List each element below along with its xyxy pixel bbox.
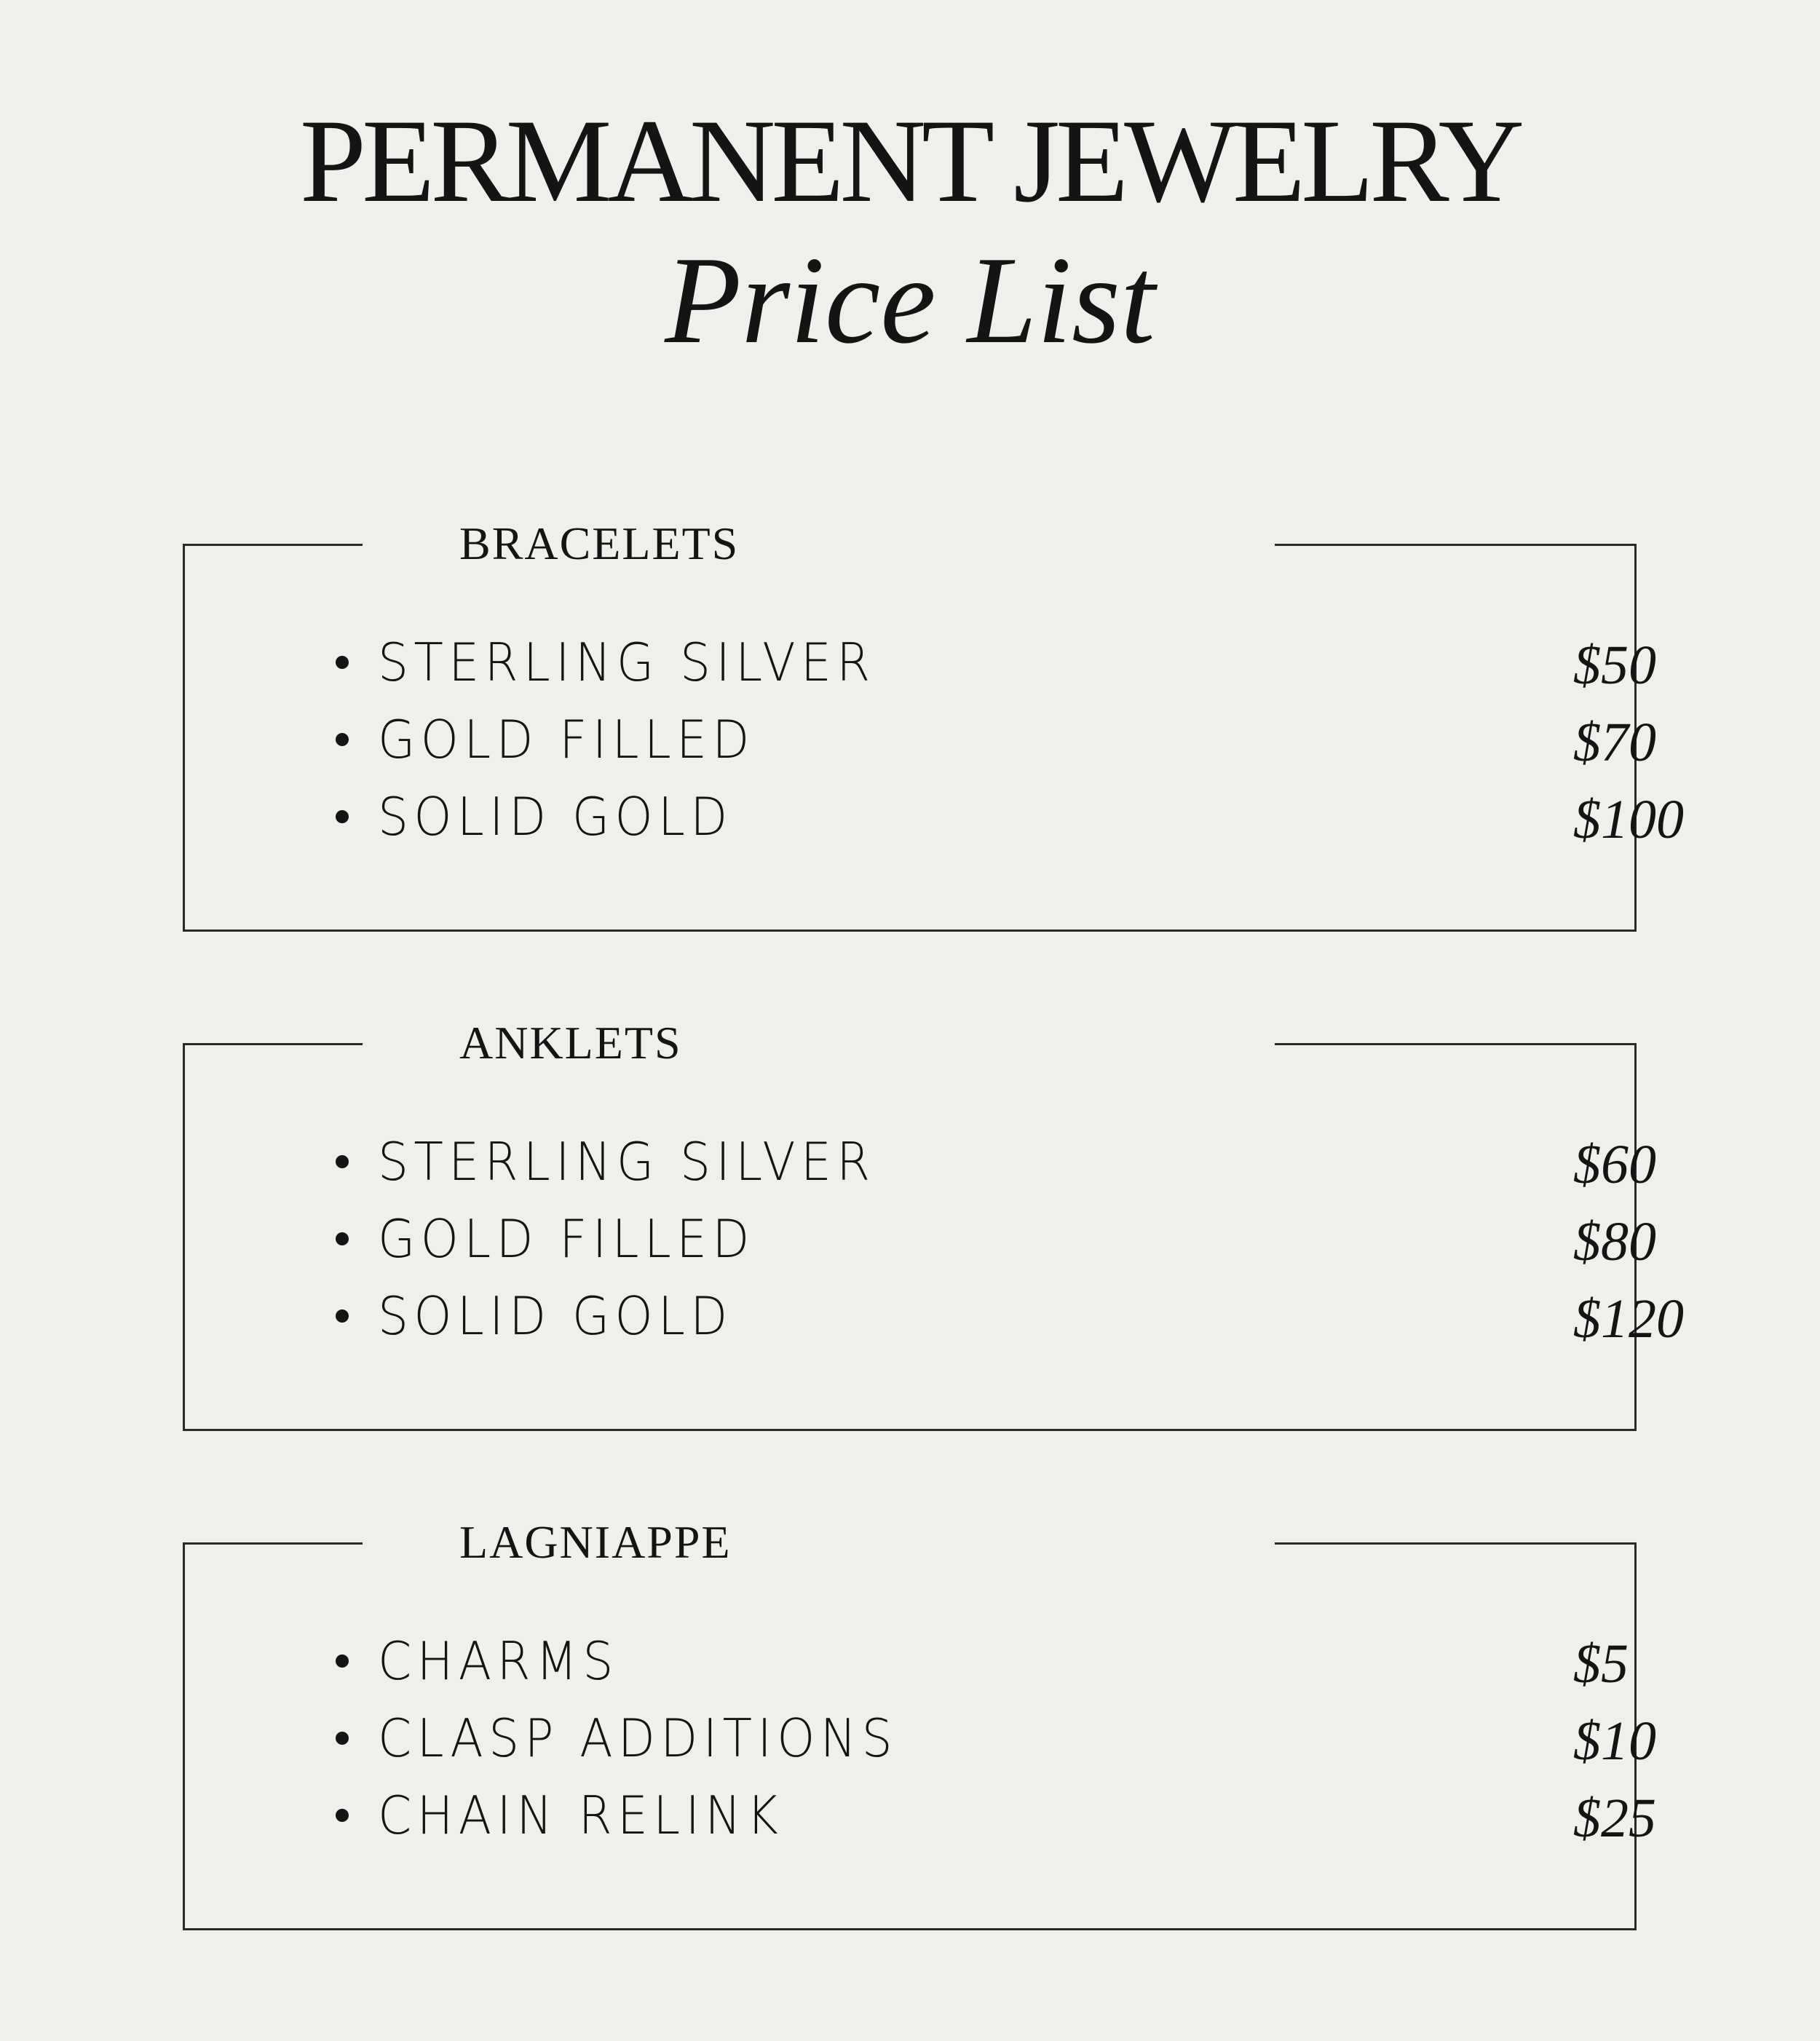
- frame-line: [1275, 1542, 1637, 1545]
- item-label: STERLING SILVER: [378, 1131, 876, 1192]
- frame-line: [183, 930, 1637, 932]
- bullet-icon: [336, 656, 349, 669]
- frame-line: [183, 1043, 363, 1045]
- section-anklets: [183, 1017, 1684, 1431]
- item-price: $5: [1573, 1633, 1629, 1695]
- list-item: [328, 1127, 1656, 1204]
- bullet-icon: [336, 1232, 349, 1245]
- frame-line: [183, 544, 363, 546]
- bullet-icon: [336, 1732, 349, 1745]
- bullet-icon: [336, 1654, 349, 1668]
- list-item: [328, 1626, 1629, 1703]
- item-label: GOLD FILLED: [378, 709, 755, 770]
- list-item: [328, 705, 1656, 782]
- price-list: [328, 1127, 1684, 1358]
- section-bracelets: [183, 518, 1684, 932]
- item-price: $70: [1573, 712, 1656, 773]
- section-title: ANKLETS: [459, 1017, 682, 1069]
- page-title: PERMANENT JEWELRY: [299, 95, 1521, 227]
- price-list: [328, 627, 1684, 859]
- list-item: [328, 1780, 1656, 1858]
- bullet-icon: [336, 1809, 349, 1822]
- item-price: $80: [1573, 1211, 1656, 1272]
- bullet-icon: [336, 733, 349, 746]
- item-label: CHAIN RELINK: [378, 1785, 784, 1846]
- item-price: $120: [1573, 1288, 1684, 1350]
- list-item: [328, 1281, 1684, 1358]
- frame-line: [183, 1542, 363, 1545]
- frame-line: [1275, 544, 1637, 546]
- bullet-icon: [336, 1309, 349, 1323]
- frame-line: [183, 544, 185, 932]
- bullet-icon: [336, 1155, 349, 1168]
- item-price: $100: [1573, 789, 1684, 850]
- list-item: [328, 782, 1684, 859]
- frame-line: [183, 1928, 1637, 1930]
- item-price: $50: [1573, 635, 1656, 696]
- item-price: $10: [1573, 1711, 1656, 1772]
- item-label: SOLID GOLD: [378, 1285, 733, 1347]
- item-label: CHARMS: [378, 1630, 619, 1692]
- bullet-icon: [336, 810, 349, 823]
- frame-line: [1275, 1043, 1637, 1045]
- item-label: CLASP ADDITIONS: [378, 1708, 898, 1769]
- item-label: SOLID GOLD: [378, 786, 733, 847]
- section-title: BRACELETS: [459, 518, 740, 569]
- list-item: [328, 1204, 1656, 1281]
- item-price: $60: [1573, 1134, 1656, 1195]
- section-title: LAGNIAPPE: [459, 1516, 732, 1568]
- list-item: [328, 1703, 1656, 1780]
- list-item: [328, 627, 1656, 705]
- section-lagniappe: [183, 1516, 1656, 1930]
- price-list: [328, 1626, 1656, 1858]
- frame-line: [183, 1043, 185, 1431]
- item-price: $25: [1573, 1788, 1656, 1849]
- frame-line: [183, 1429, 1637, 1431]
- item-label: STERLING SILVER: [378, 632, 876, 693]
- item-label: GOLD FILLED: [378, 1208, 755, 1269]
- frame-line: [183, 1542, 185, 1930]
- page-subtitle: Price List: [665, 231, 1155, 370]
